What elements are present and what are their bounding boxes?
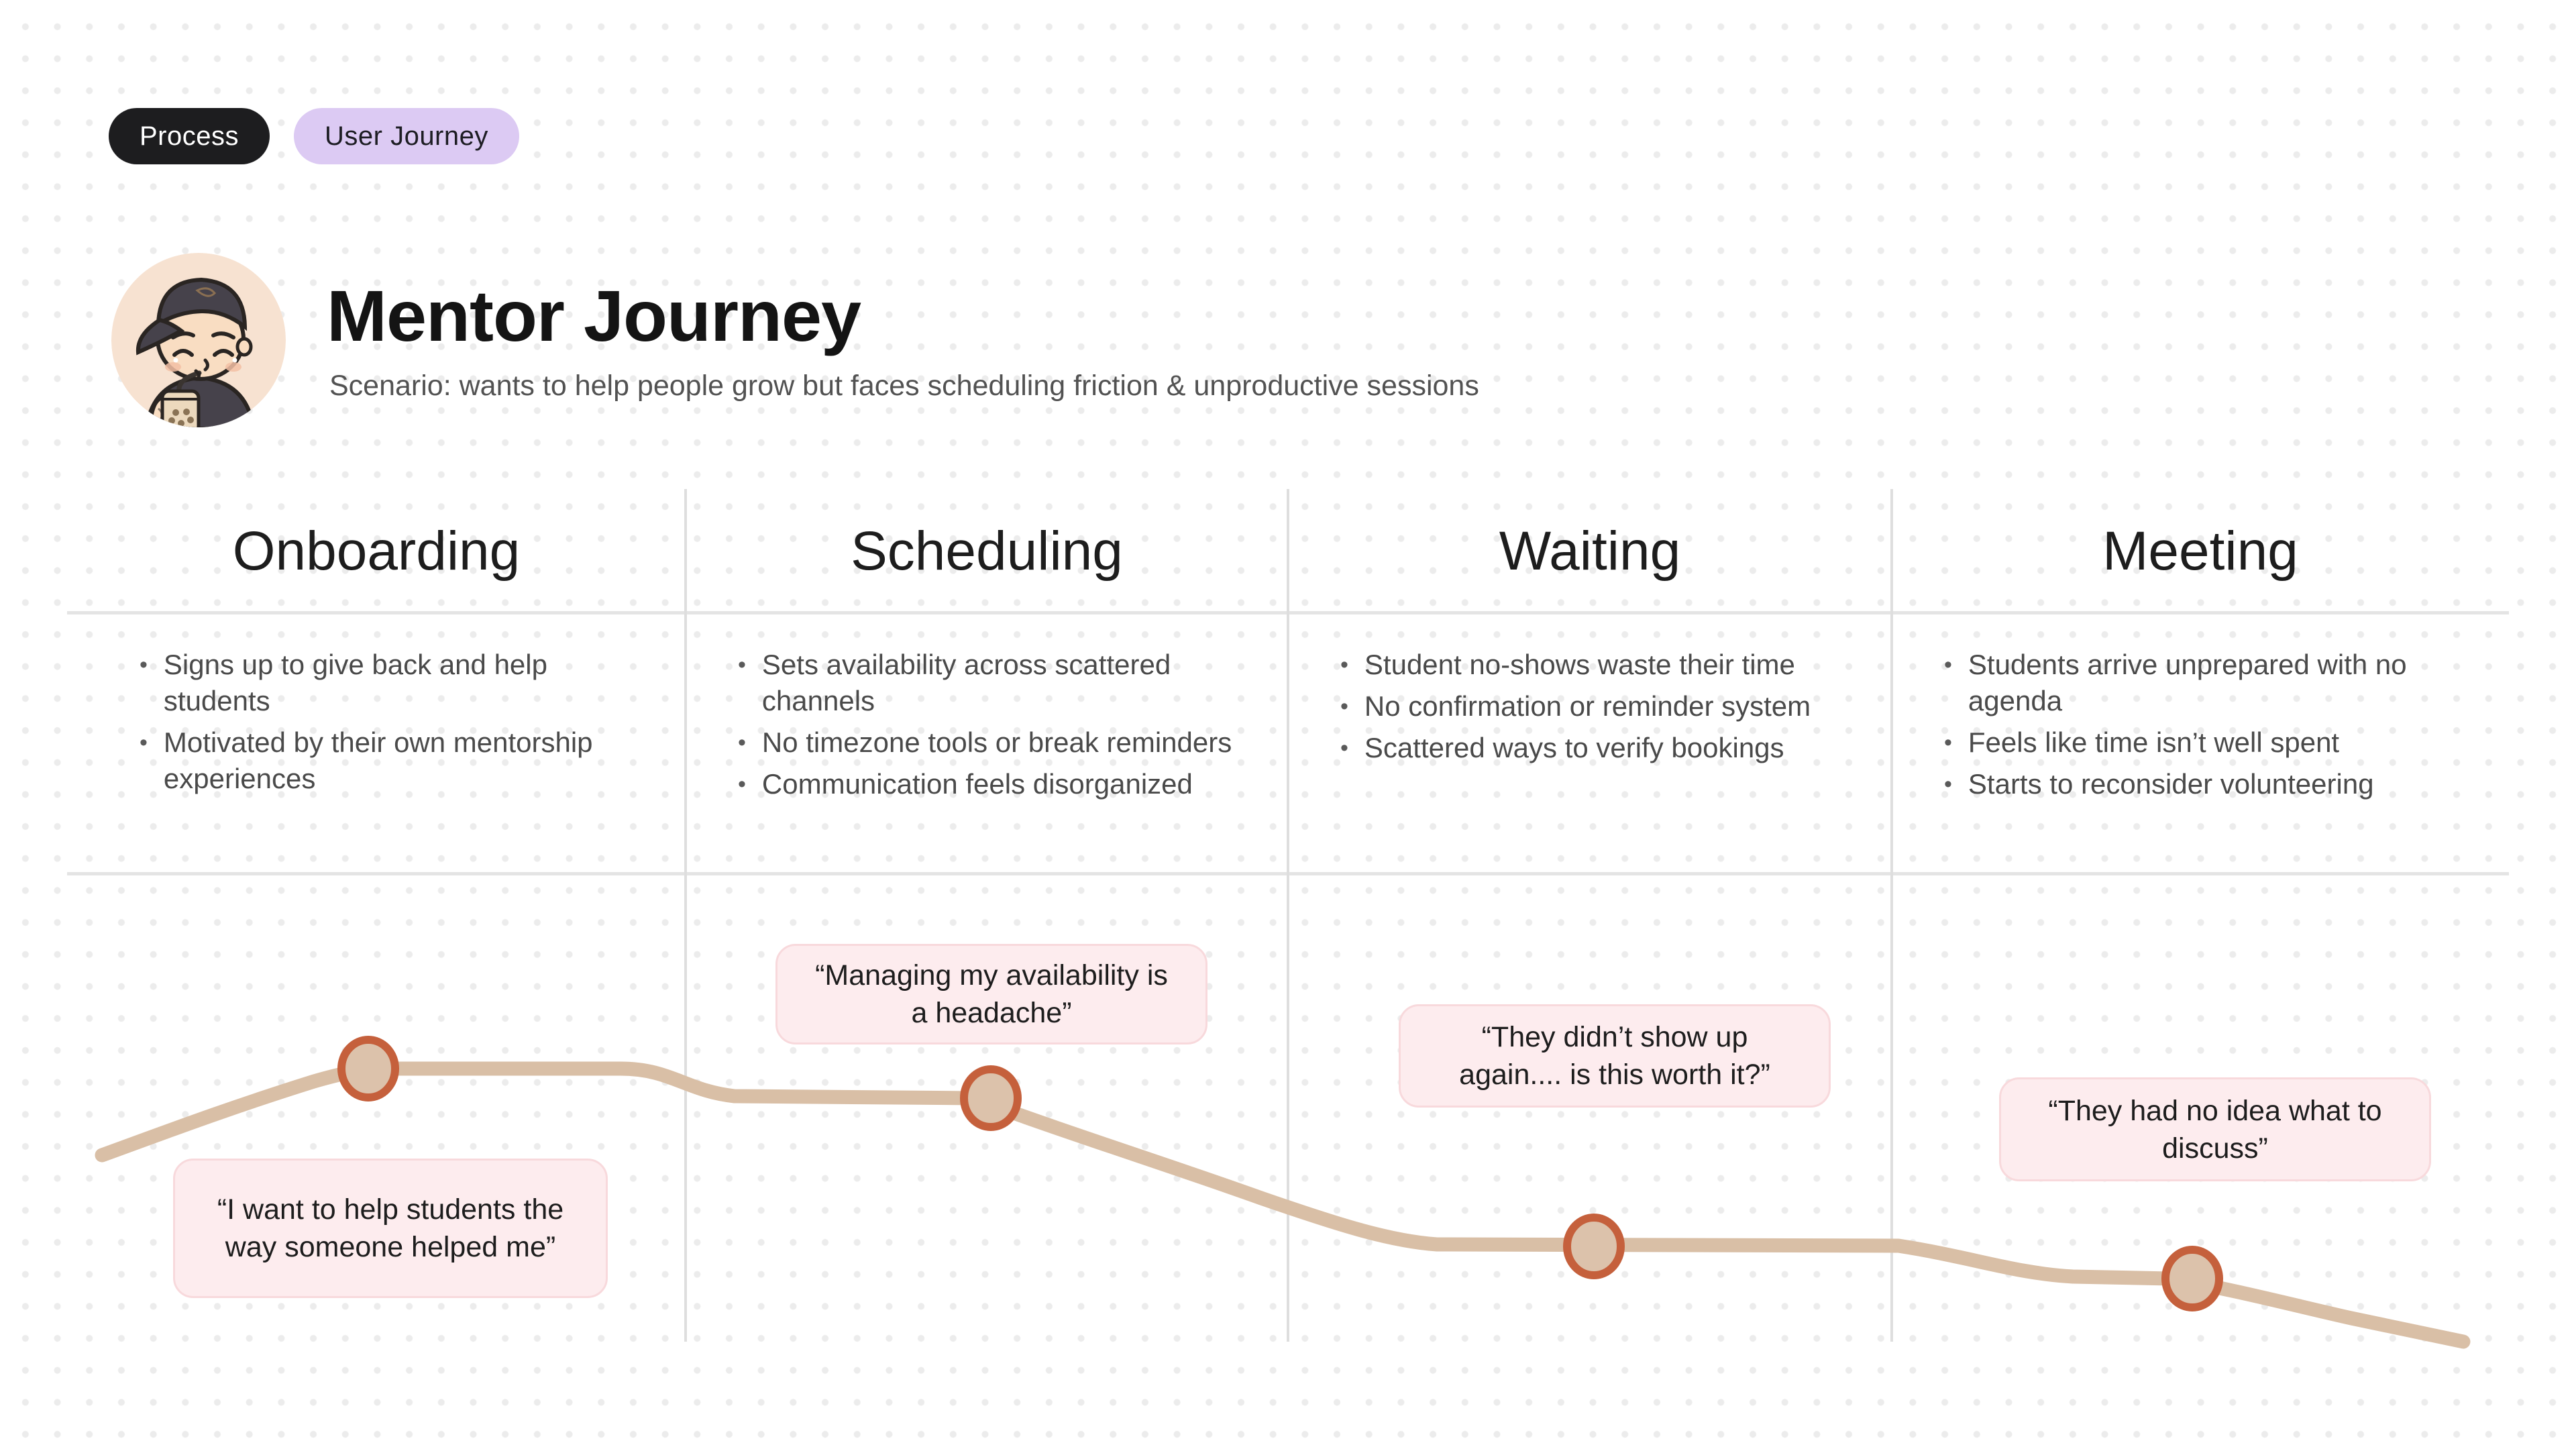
bullet-icon: • [738,652,746,678]
page-title: Mentor Journey [327,275,861,356]
bullet-icon: • [140,730,148,755]
bullet-icon: • [1340,694,1348,719]
stage-title-scheduling: Scheduling [851,521,1123,582]
bullet-icon: • [1944,771,1952,797]
stage-bullet-item: • Students arrive unprepared with no agenda [1944,647,2462,719]
stage-bullet-item: • Sets availability across scattered channels [738,647,1241,719]
milestone-dot-onboarding[interactable] [341,1040,395,1097]
quote-bubble-scheduling[interactable]: “Managing my availability is a headache” [775,944,1208,1044]
bullet-icon: • [738,771,746,797]
bullet-icon: • [1340,652,1348,678]
bullet-icon: • [1340,735,1348,761]
quote-bubble-meeting[interactable]: “They had no idea what to discuss” [1999,1077,2431,1181]
badge-user-journey[interactable]: User Journey [294,108,519,164]
stage-bullet-item: • No timezone tools or break reminders [738,724,1241,761]
stage-bullet-item: • Signs up to give back and help students [140,647,639,719]
badge-process[interactable]: Process [109,108,270,164]
stage-bullet-item: • No confirmation or reminder system [1340,688,1845,724]
stage-bullet-item: • Student no-shows waste their time [1340,647,1845,683]
quote-bubble-onboarding[interactable]: “I want to help students the way someone helped me” [173,1159,608,1298]
stage-bullet-item: • Communication feels disorganized [738,766,1241,802]
bullet-icon: • [1944,730,1952,755]
stage-bullet-item: • Starts to reconsider volunteering [1944,766,2462,802]
stage-title-waiting: Waiting [1499,521,1681,582]
milestone-dot-waiting[interactable] [1567,1218,1621,1275]
stage-bullet-item: • Motivated by their own mentorship experiences [140,724,639,797]
bullet-icon: • [140,652,148,678]
stage-title-onboarding: Onboarding [232,521,521,582]
bullet-icon: • [1944,652,1952,678]
stage-title-meeting: Meeting [2102,521,2298,582]
scenario-subtitle: Scenario: wants to help people grow but faces scheduling friction & unproductive sessions [329,370,1479,402]
stage-bullet-item: • Feels like time isn’t well spent [1944,724,2462,761]
milestone-dot-meeting[interactable] [2165,1250,2219,1307]
quote-bubble-waiting[interactable]: “They didn’t show up again.... is this worth it?” [1399,1004,1831,1108]
stage-bullet-item: • Scattered ways to verify bookings [1340,730,1845,766]
milestone-dot-scheduling[interactable] [964,1069,1018,1127]
bullet-icon: • [738,730,746,755]
